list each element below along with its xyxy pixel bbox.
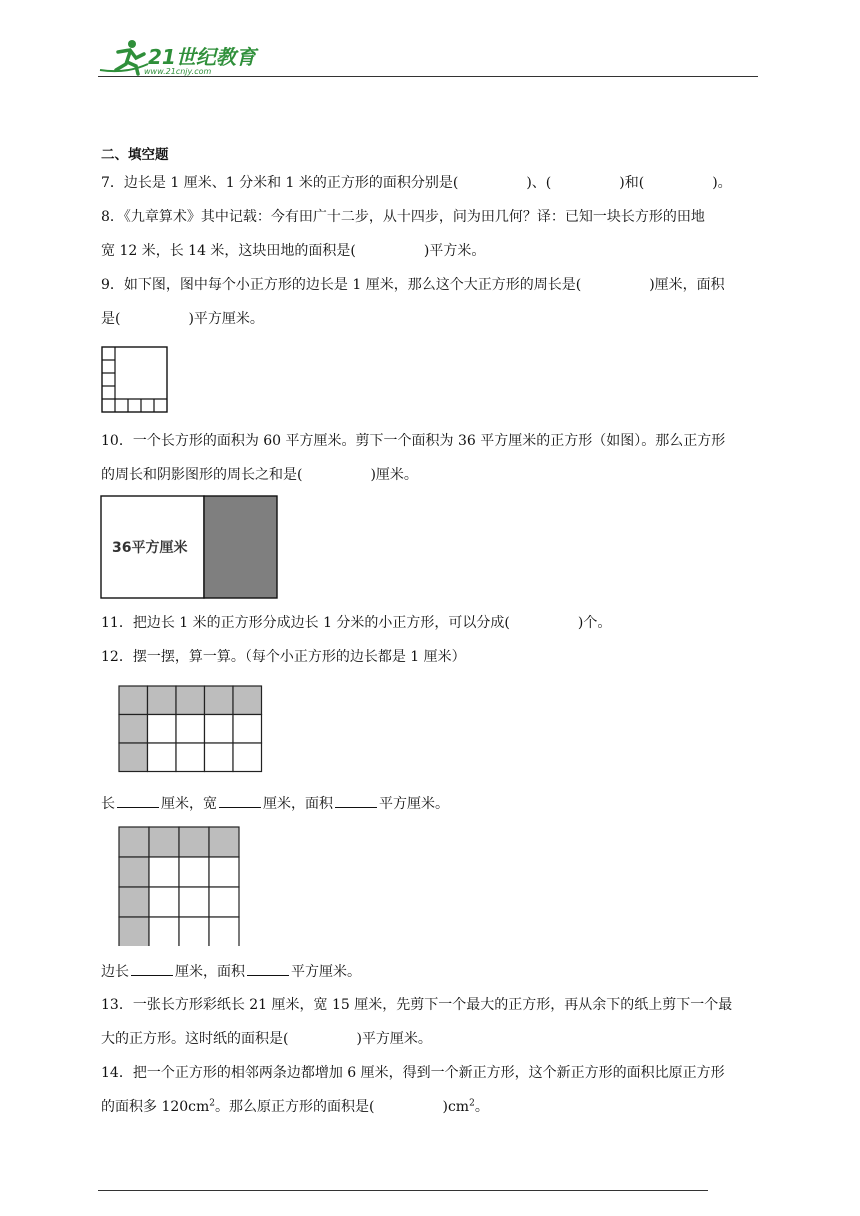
section-title: 二、填空题 bbox=[101, 147, 169, 163]
logo-text: 21世纪教育 bbox=[148, 45, 256, 69]
q10-figure bbox=[100, 495, 280, 601]
unit-square bbox=[149, 887, 179, 917]
question-9-line-2: 是( )平方厘米。 bbox=[101, 311, 264, 327]
unit-square bbox=[176, 715, 205, 744]
question-12-line-1: 12．摆一摆，算一算。（每个小正方形的边长都是 1 厘米） bbox=[101, 649, 466, 665]
shaded-unit-square bbox=[179, 827, 209, 857]
unit-square bbox=[205, 715, 234, 744]
q9-figure bbox=[101, 346, 169, 414]
unit-square bbox=[205, 743, 234, 772]
shaded-unit-square bbox=[205, 686, 234, 715]
question-12-answer-1: 长 厘米，宽 厘米，面积 平方厘米。 bbox=[101, 796, 449, 812]
shaded-unit-square bbox=[119, 917, 149, 946]
shaded-unit-square bbox=[209, 827, 239, 857]
figure-label: 36平方厘米 bbox=[112, 540, 188, 556]
question-8-line-1: 8．《九章算术》其中记载：今有田广十二步，从十四步，问为田几何？译：已知一块长方形的田地 bbox=[101, 209, 705, 225]
unit-square bbox=[149, 857, 179, 887]
logo-graphic bbox=[96, 38, 266, 78]
unit-square bbox=[233, 743, 262, 772]
shaded-unit-square bbox=[119, 743, 148, 772]
shaded-unit-square bbox=[119, 887, 149, 917]
question-10-line-2: 的周长和阴影图形的周长之和是( )厘米。 bbox=[101, 467, 418, 483]
shaded-unit-square bbox=[233, 686, 262, 715]
header-divider bbox=[98, 76, 758, 77]
logo bbox=[96, 38, 266, 78]
question-11: 11．把边长 1 米的正方形分成边长 1 分米的小正方形，可以分成( )个。 bbox=[101, 615, 612, 631]
unit-square bbox=[209, 887, 239, 917]
question-12-answer-2: 边长 厘米，面积 平方厘米。 bbox=[101, 964, 361, 980]
unit-squares bbox=[102, 347, 167, 412]
question-10-line-1: 10．一个长方形的面积为 60 平方厘米。剪下一个面积为 36 平方厘米的正方形（如图）。那么正方形 bbox=[101, 433, 726, 449]
question-13-line-2: 大的正方形。这时纸的面积是( )平方厘米。 bbox=[101, 1031, 432, 1047]
unit-square bbox=[148, 715, 177, 744]
question-9-line-1: 9．如下图，图中每个小正方形的边长是 1 厘米，那么这个大正方形的周长是( )厘米，面积 bbox=[101, 277, 725, 293]
question-7: 7．边长是 1 厘米、1 分米和 1 米的正方形的面积分别是( )、( )和( )。 bbox=[101, 175, 732, 191]
unit-square bbox=[176, 743, 205, 772]
big-square bbox=[102, 347, 167, 412]
question-14-line-1: 14．把一个正方形的相邻两条边都增加 6 厘米，得到一个新正方形，这个新正方形的面积比原正方形 bbox=[101, 1065, 725, 1081]
shaded-region bbox=[204, 496, 277, 598]
question-13-line-1: 13．一张长方形彩纸长 21 厘米，宽 15 厘米，先剪下一个最大的正方形，再从余下的纸上剪下一个最 bbox=[101, 997, 733, 1013]
unit-square bbox=[233, 715, 262, 744]
shaded-unit-square bbox=[149, 827, 179, 857]
q12-figure-2 bbox=[118, 826, 242, 946]
shaded-unit-square bbox=[176, 686, 205, 715]
unit-square bbox=[179, 887, 209, 917]
shaded-unit-square bbox=[119, 686, 148, 715]
question-14-line-2: 的面积多 $120cm^2$。那么原正方形的面积是( )$cm^2$。 bbox=[101, 1098, 489, 1115]
unit-square bbox=[209, 917, 239, 946]
shaded-unit-square bbox=[119, 857, 149, 887]
shaded-unit-square bbox=[119, 715, 148, 744]
unit-square bbox=[179, 917, 209, 946]
q12-figure-1 bbox=[118, 685, 263, 773]
shaded-unit-square bbox=[148, 686, 177, 715]
question-8-line-2: 宽 12 米，长 14 米，这块田地的面积是( )平方米。 bbox=[101, 243, 486, 259]
unit-square bbox=[209, 857, 239, 887]
grid-5x3 bbox=[119, 686, 262, 772]
grid-4x4 bbox=[119, 827, 239, 946]
logo-url: www.21cnjy.com bbox=[144, 67, 212, 76]
unit-square bbox=[149, 917, 179, 946]
shaded-unit-square bbox=[119, 827, 149, 857]
unit-square bbox=[179, 857, 209, 887]
footer-divider bbox=[98, 1190, 708, 1191]
unit-square bbox=[148, 743, 177, 772]
